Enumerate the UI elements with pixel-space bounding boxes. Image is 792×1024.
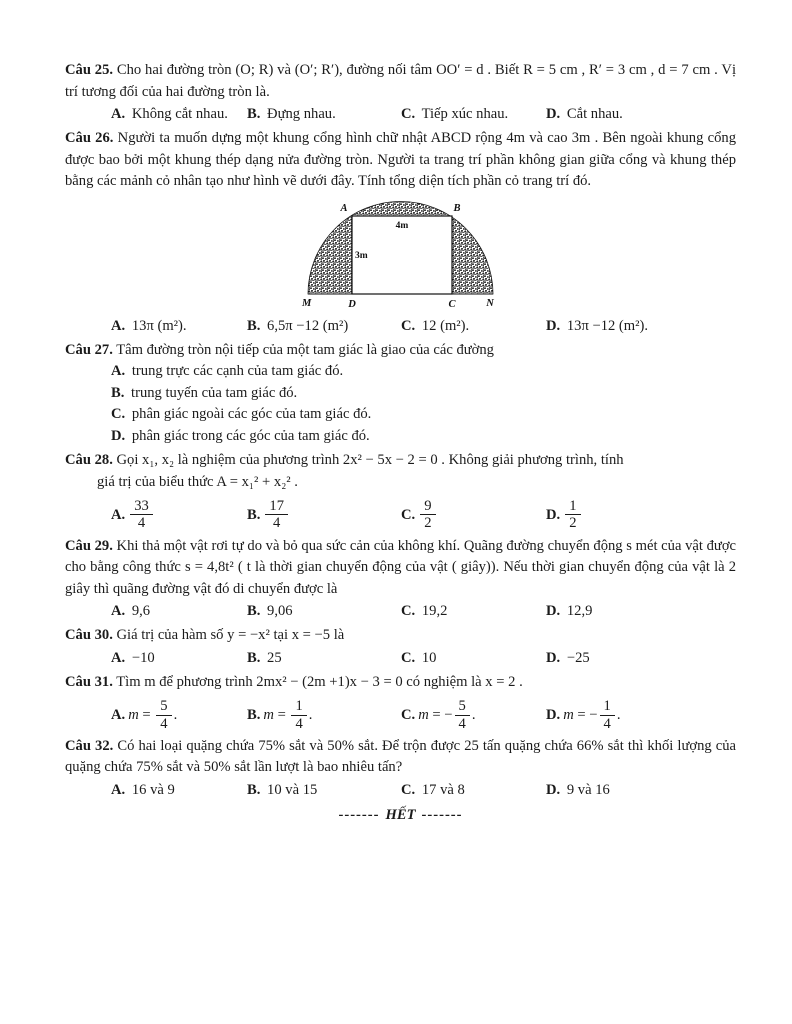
end-dashes-left: ------- — [338, 806, 380, 823]
option-text: 10 và 15 — [263, 781, 318, 798]
option-q26-c — [401, 315, 546, 337]
options-q30 — [65, 647, 736, 669]
option-text: 9,06 — [263, 603, 293, 620]
option-letter: C. — [401, 506, 416, 523]
fraction-numerator: 17 — [269, 498, 284, 514]
option-letter: C. — [401, 317, 416, 334]
question-number: Câu 27. — [65, 341, 113, 358]
option-suffix: . — [616, 707, 621, 724]
option-q26-a — [111, 315, 247, 337]
fraction-numerator: 5 — [458, 698, 466, 715]
option-q32-b — [247, 779, 401, 801]
figure-label-c: C — [448, 298, 456, 309]
fraction-denominator: 2 — [420, 514, 435, 531]
question-number: Câu 31. — [65, 673, 113, 690]
option-q31-d — [546, 697, 736, 733]
option-letter: B. — [247, 649, 261, 666]
option-suffix: . — [173, 707, 178, 724]
option-q26-d — [546, 315, 736, 337]
option-letter: C. — [401, 781, 416, 798]
question-number: Câu 28. — [65, 452, 113, 468]
question-text — [65, 672, 736, 694]
question-number: Câu 30. — [65, 627, 113, 644]
option-q25-a — [111, 103, 247, 125]
math-operator: = — [273, 707, 290, 724]
option-text: −10 — [128, 649, 155, 666]
option-q30-d — [546, 647, 736, 669]
question-block-q30 — [65, 625, 736, 669]
option-text: phân giác trong các góc của tam giác đó. — [128, 427, 370, 444]
option-letter: C. — [401, 106, 416, 122]
fraction-numerator: 1 — [603, 698, 611, 715]
option-q29-c — [401, 600, 546, 622]
figure-label-d: D — [348, 298, 356, 309]
option-text: 12,9 — [563, 603, 593, 620]
option-text: 25 — [263, 649, 282, 666]
figure-height-label: 3m — [355, 250, 368, 261]
option-letter: A. — [111, 506, 126, 523]
question-text — [65, 60, 736, 103]
end-label: HẾT — [385, 806, 416, 823]
fraction-numerator: 1 — [295, 698, 303, 715]
option-letter: B. — [247, 106, 261, 122]
question-number: Câu 26. — [65, 130, 114, 146]
fraction-numerator: 9 — [424, 498, 432, 514]
option-letter: A. — [111, 317, 126, 334]
option-q31-b — [247, 697, 401, 733]
fraction — [291, 698, 306, 732]
option-letter: C. — [401, 649, 416, 666]
math-variable: m — [128, 707, 139, 724]
option-text: 13π (m²). — [128, 317, 187, 334]
question-block-q31 — [65, 672, 736, 733]
option-letter: C. — [111, 406, 126, 422]
option-letter: D. — [546, 649, 561, 666]
option-q25-d — [546, 103, 736, 125]
option-letter: D. — [111, 427, 126, 444]
question-block-q27 — [65, 340, 736, 448]
option-letter: C. — [401, 603, 416, 620]
option-q25-c — [401, 103, 546, 125]
fraction-numerator: 1 — [569, 498, 577, 514]
option-letter: B. — [247, 781, 261, 798]
question-text — [65, 128, 736, 193]
option-q25-b — [247, 103, 401, 125]
fraction — [130, 498, 153, 532]
option-letter: B. — [111, 384, 125, 401]
question-block-q25 — [65, 60, 736, 125]
option-text: 17 và 8 — [418, 781, 465, 798]
option-q29-b — [247, 600, 401, 622]
figure-width-label: 4m — [395, 220, 409, 231]
gate-figure — [298, 197, 503, 309]
options-q26 — [65, 315, 736, 337]
fraction-denominator: 4 — [291, 715, 306, 732]
question-block-q28 — [65, 450, 736, 533]
option-letter: D. — [546, 506, 561, 523]
option-q28-a — [111, 497, 247, 533]
math-variable: m — [418, 707, 429, 724]
option-q31-c — [401, 697, 546, 733]
options-q27 — [65, 361, 736, 447]
end-dashes-right: ------- — [421, 806, 463, 823]
question-body: Khi thả một vật rơi tự do và bỏ qua sức cản của không khí. Quãng đường chuyển động s mét của vật được cho bằng công thức s = 4,8t² ( t là thời gian chuyển động của vật ( giây)). Nếu thời gian chuyển động của vật là 2 giây thì quãng đường vật đó di chuyển được là — [65, 537, 737, 597]
fraction-denominator: 4 — [156, 715, 171, 732]
question-text — [65, 736, 736, 779]
option-letter: B. — [247, 317, 261, 334]
option-text: 10 — [418, 649, 437, 666]
option-letter: A. — [111, 649, 126, 666]
figure-label-b: B — [453, 202, 461, 214]
options-q25 — [65, 103, 736, 125]
fraction-denominator: 4 — [600, 715, 615, 732]
question-text — [65, 625, 736, 647]
fraction-denominator: 4 — [455, 715, 470, 732]
fraction — [156, 698, 171, 732]
option-text: Cắt nhau. — [563, 106, 623, 122]
question-number: Câu 29. — [65, 537, 113, 554]
figure-label-m: M — [302, 297, 312, 309]
option-text: −25 — [563, 649, 590, 666]
option-text: phân giác ngoài các góc của tam giác đó. — [128, 406, 372, 422]
option-letter: A. — [111, 363, 126, 379]
fraction-denominator: 4 — [130, 514, 153, 531]
option-q31-a — [111, 697, 247, 733]
question-body: Tìm m để phương trình 2mx² − (2m +1)x − 3 = 0 có nghiệm là x = 2 . — [112, 673, 523, 690]
question-text — [65, 536, 736, 601]
option-q27-d — [65, 426, 736, 448]
option-q27-b — [65, 383, 736, 405]
option-q29-a — [111, 600, 247, 622]
option-q28-c — [401, 497, 546, 533]
options-q32 — [65, 779, 736, 801]
question-number: Câu 32. — [65, 737, 114, 754]
question-body: Người ta muốn dựng một khung cổng hình chữ nhật ABCD rộng 4m và cao 3m . Bên ngoài khung cổng được bao bởi một khung thép dạng nửa đường tròn. Người ta trang trí phần không gian giữa cổng và khung thép bằng các mảnh cỏ nhân tạo như hình vẽ dưới đây. Tính tổng diện tích phần cỏ trang trí đó. — [65, 130, 737, 189]
option-letter: D. — [546, 781, 561, 798]
option-letter: A. — [111, 106, 126, 122]
option-q30-c — [401, 647, 546, 669]
option-letter: D. — [546, 317, 561, 334]
math-variable: m — [563, 707, 574, 724]
math-variable: m — [263, 707, 274, 724]
option-text: 13π −12 (m²). — [563, 317, 649, 334]
option-letter: A. — [111, 603, 126, 620]
option-text: Tiếp xúc nhau. — [418, 106, 509, 122]
option-text: 6,5π −12 (m²) — [263, 317, 349, 334]
option-letter: B. — [247, 506, 261, 523]
option-text: 16 và 9 — [128, 781, 175, 798]
question-block-q29 — [65, 536, 736, 623]
option-text: 9,6 — [128, 603, 151, 620]
option-q32-d — [546, 779, 736, 801]
option-q29-d — [546, 600, 736, 622]
option-letter: D. — [546, 106, 561, 122]
option-q32-a — [111, 779, 247, 801]
options-q29 — [65, 600, 736, 622]
option-q30-b — [247, 647, 401, 669]
option-text: Không cắt nhau. — [128, 106, 228, 122]
fraction — [455, 698, 470, 732]
fraction — [565, 498, 580, 532]
option-suffix: . — [308, 707, 313, 724]
option-suffix: . — [471, 707, 476, 724]
option-q27-a — [65, 361, 736, 383]
option-letter: D. — [546, 707, 561, 724]
fraction-numerator: 5 — [160, 698, 168, 715]
question-body: Có hai loại quặng chứa 75% sắt và 50% sắt. Để trộn được 25 tấn quặng chứa 66% sắt thì khối lượng của quặng chứa 75% sắt và 50% sắt lần lượt là bao nhiêu tấn? — [65, 737, 736, 776]
question-text-continued: giá trị của biểu thức A = x₁² + x₂² . — [97, 473, 298, 490]
option-letter: B. — [247, 603, 261, 620]
option-text: trung tuyến của tam giác đó. — [127, 384, 298, 401]
option-letter: A. — [111, 707, 126, 724]
option-text: 9 và 16 — [563, 781, 610, 798]
option-letter: C. — [401, 707, 416, 724]
question-body: Giá trị của hàm số y = −x² tại x = −5 là — [112, 627, 345, 644]
fraction-denominator: 2 — [565, 514, 580, 531]
question-number: Câu 25. — [65, 62, 114, 78]
end-marker — [65, 807, 736, 824]
fraction — [420, 498, 435, 532]
semicircle-gate-diagram — [298, 197, 503, 309]
math-operator: = − — [573, 707, 598, 724]
figure-label-n: N — [486, 297, 494, 309]
question-text — [65, 340, 736, 362]
option-letter: D. — [546, 603, 561, 620]
question-block-q32 — [65, 736, 736, 801]
question-text — [65, 450, 736, 472]
question-body: Cho hai đường tròn (O; R) và (O′; R′), đường nối tâm OO′ = d . Biết R = 5 cm , R′ = 3 cm , d = 7 cm . Vị trí tương đối của hai đường tròn là. — [65, 62, 737, 100]
option-q28-d — [546, 497, 736, 533]
options-q28 — [65, 497, 736, 533]
figure-label-a: A — [340, 202, 348, 214]
question-list — [65, 60, 736, 801]
option-text: 19,2 — [418, 603, 448, 620]
math-operator: = — [138, 707, 155, 724]
fraction-numerator: 33 — [134, 498, 149, 514]
option-text: trung trực các cạnh của tam giác đó. — [128, 363, 344, 379]
math-operator: = − — [428, 707, 453, 724]
question-block-q26 — [65, 128, 736, 337]
option-text: Đựng nhau. — [263, 106, 336, 122]
option-letter: B. — [247, 707, 261, 724]
option-q30-a — [111, 647, 247, 669]
option-q28-b — [247, 497, 401, 533]
option-q26-b — [247, 315, 401, 337]
fraction-denominator: 4 — [265, 514, 288, 531]
option-letter: A. — [111, 781, 126, 798]
option-q32-c — [401, 779, 546, 801]
question-body: Tâm đường tròn nội tiếp của một tam giác là giao của các đường — [112, 341, 494, 358]
fraction — [600, 698, 615, 732]
question-body: Gọi x₁, x₂ là nghiệm của phương trình 2x² − 5x − 2 = 0 . Không giải phương trình, tính — [112, 452, 624, 468]
options-q31 — [65, 697, 736, 733]
option-q27-c — [65, 404, 736, 426]
option-text: 12 (m²). — [418, 317, 470, 334]
fraction — [265, 498, 288, 532]
